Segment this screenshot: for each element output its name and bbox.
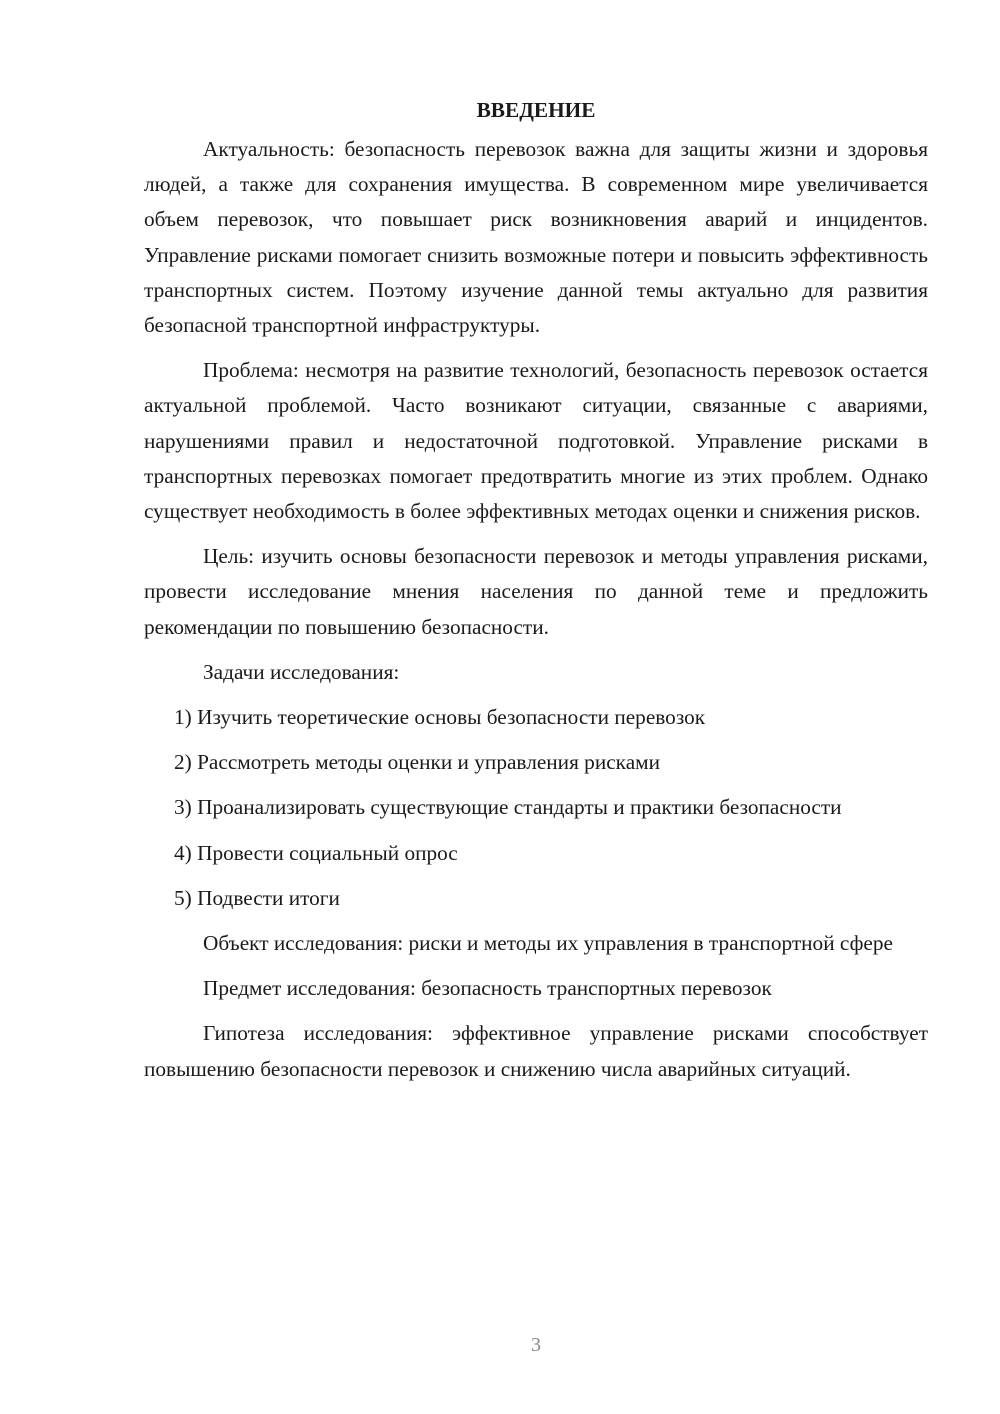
paragraph-relevance: Актуальность: безопасность перевозок важна для защиты жизни и здоровья людей, а также для сохранения имущества. В современном мире увеличивается объем перевозок, что повышает риск возникновения аварий и инцидентов. Управление рисками помогает снизить возможные потери и повысить эффективность транспортных систем. Поэтому изучение данной темы актуально для развития безопасной транспортной инфраструктуры. (144, 137, 928, 338)
paragraph-subject: Предмет исследования: безопасность транспортных перевозок (203, 976, 772, 1001)
task-item-3: 3) Проанализировать существующие стандарты и практики безопасности (174, 795, 842, 820)
paragraph-problem: Проблема: несмотря на развитие технологий, безопасность перевозок остается актуальной проблемой. Часто возникают ситуации, связанные с авариями, нарушениями правил и недостаточной подготовкой. Управление рисками в транспортных перевозках помогает предотвратить многие из этих проблем. Однако существует необходимость в более эффективных методах оценки и снижения рисков. (144, 358, 928, 524)
task-item-5: 5) Подвести итоги (174, 885, 340, 910)
page-content (144, 92, 928, 1097)
page-number: 3 (531, 1334, 541, 1356)
tasks-heading: Задачи исследования: (203, 659, 400, 684)
task-item-4: 4) Провести социальный опрос (174, 840, 458, 865)
section-title: ВВЕДЕНИЕ (476, 98, 596, 122)
paragraph-hypothesis: Гипотеза исследования: эффективное управление рисками способствует повышению безопасности перевозок и снижению числа аварийных ситуаций. (144, 1021, 928, 1081)
task-item-2: 2) Рассмотреть методы оценки и управления рисками (174, 750, 661, 775)
paragraph-goal: Цель: изучить основы безопасности перевозок и методы управления рисками, провести исследование мнения населения по данной теме и предложить рекомендации по повышению безопасности. (144, 544, 928, 639)
task-item-1: 1) Изучить теоретические основы безопасности перевозок (174, 705, 706, 730)
paragraph-object: Объект исследования: риски и методы их управления в транспортной сфере (203, 931, 893, 956)
